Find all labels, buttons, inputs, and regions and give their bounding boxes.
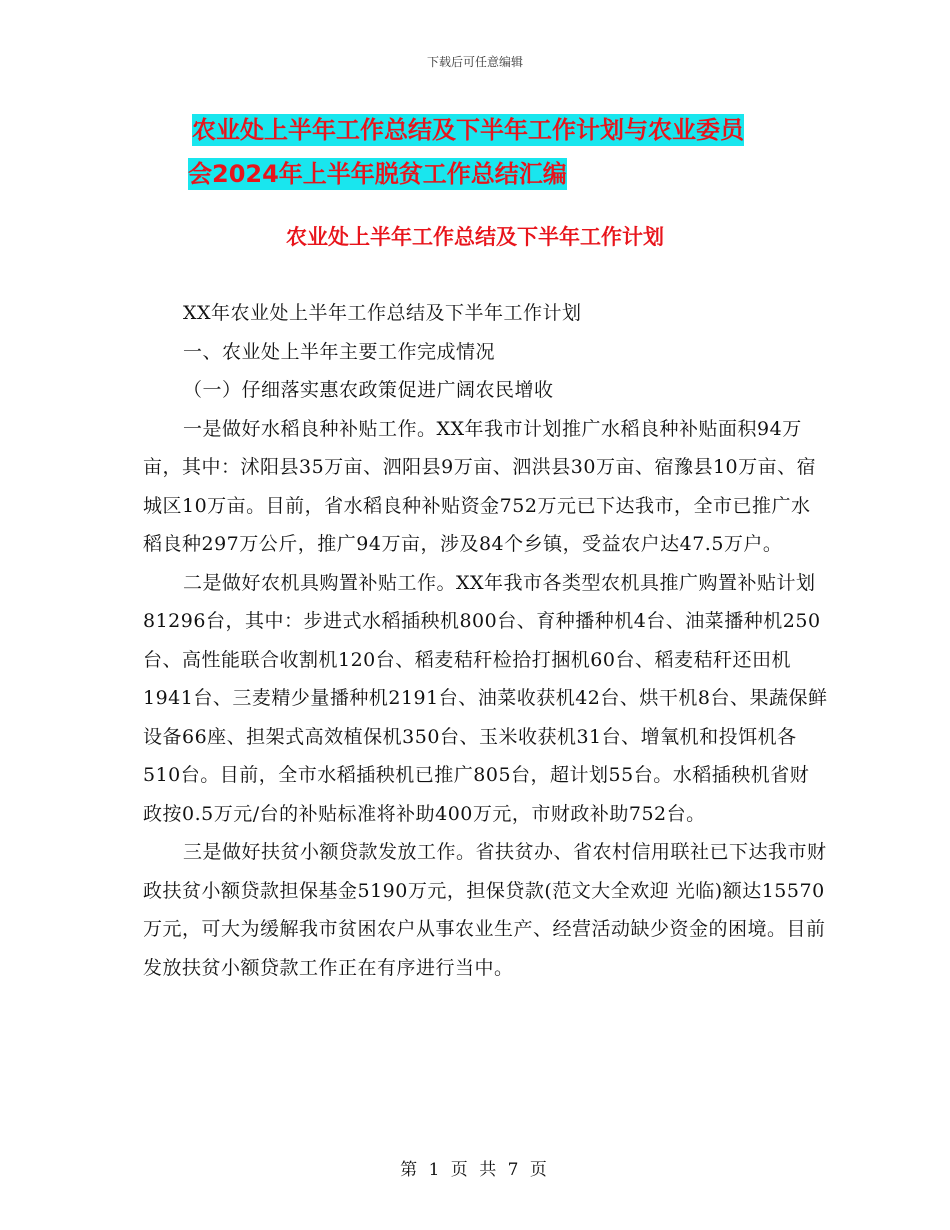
document-title-line-2 xyxy=(188,157,808,191)
header-note: 下载后可任意编辑 xyxy=(426,55,523,69)
document-title-text-1: 农业处上半年工作总结及下半年工作计划与农业委员 xyxy=(192,116,744,144)
document-title-line-1 xyxy=(192,113,812,147)
paragraph-machinery-subsidy: 二是做好农机具购置补贴工作。XX年我市各类型农机具推广购置补贴计划81296台，其中：步进式水稻插秧机800台、育种播种机4台、油菜播种机250台、高性能联合收割机120台、稻麦秸秆检拾打捆机60台、稻麦秸秆还田机1941台、三麦精少量播种机2191台、油菜收获机42台、烘干机8台、果蔬保鲜设备66座、担架式高效植保机350台、玉米收获机31台、增氧机和投饵机各510台。目前，全市水稻插秧机已推广805台，超计划55台。水稻插秧机省财政按0.5万元/台的补贴标准将补助400万元，市财政补助752台。 xyxy=(143,571,828,825)
document-title-text-2: 会2024年上半年脱贫工作总结汇编 xyxy=(188,160,567,188)
paragraph-heading: XX年农业处上半年工作总结及下半年工作计划 xyxy=(183,302,582,324)
paragraph-rice-subsidy: 一是做好水稻良种补贴工作。XX年我市计划推广水稻良种补贴面积94万亩，其中：沭阳县35万亩、泗阳县9万亩、泗洪县30万亩、宿豫县10万亩、宿城区10万亩。目前，省水稻良种补贴资金752万元已下达我市，全市已推广水稻良种297万公斤，推广94万亩，涉及84个乡镇，受益农户达47.5万户。 xyxy=(143,417,817,555)
page-number-footer: 第 1 页 共 7 页 xyxy=(400,1160,550,1180)
paragraph-section-one: 一、农业处上半年主要工作完成情况 xyxy=(183,340,496,363)
paragraph-poverty-loans: 三是做好扶贫小额贷款发放工作。省扶贫办、省农村信用联社已下达我市财政扶贫小额贷款担保基金5190万元，担保贷款(范文大全欢迎 光临)额达15570万元，可大为缓解我市贫困农户从事农业生产、经营活动缺少资金的困境。目前发放扶贫小额贷款工作正在有序进行当中。 xyxy=(143,841,827,979)
document-body xyxy=(143,294,828,987)
section-title: 农业处上半年工作总结及下半年工作计划 xyxy=(286,225,664,249)
paragraph-subsection-one: （一）仔细落实惠农政策促进广阔农民增收 xyxy=(183,379,554,401)
